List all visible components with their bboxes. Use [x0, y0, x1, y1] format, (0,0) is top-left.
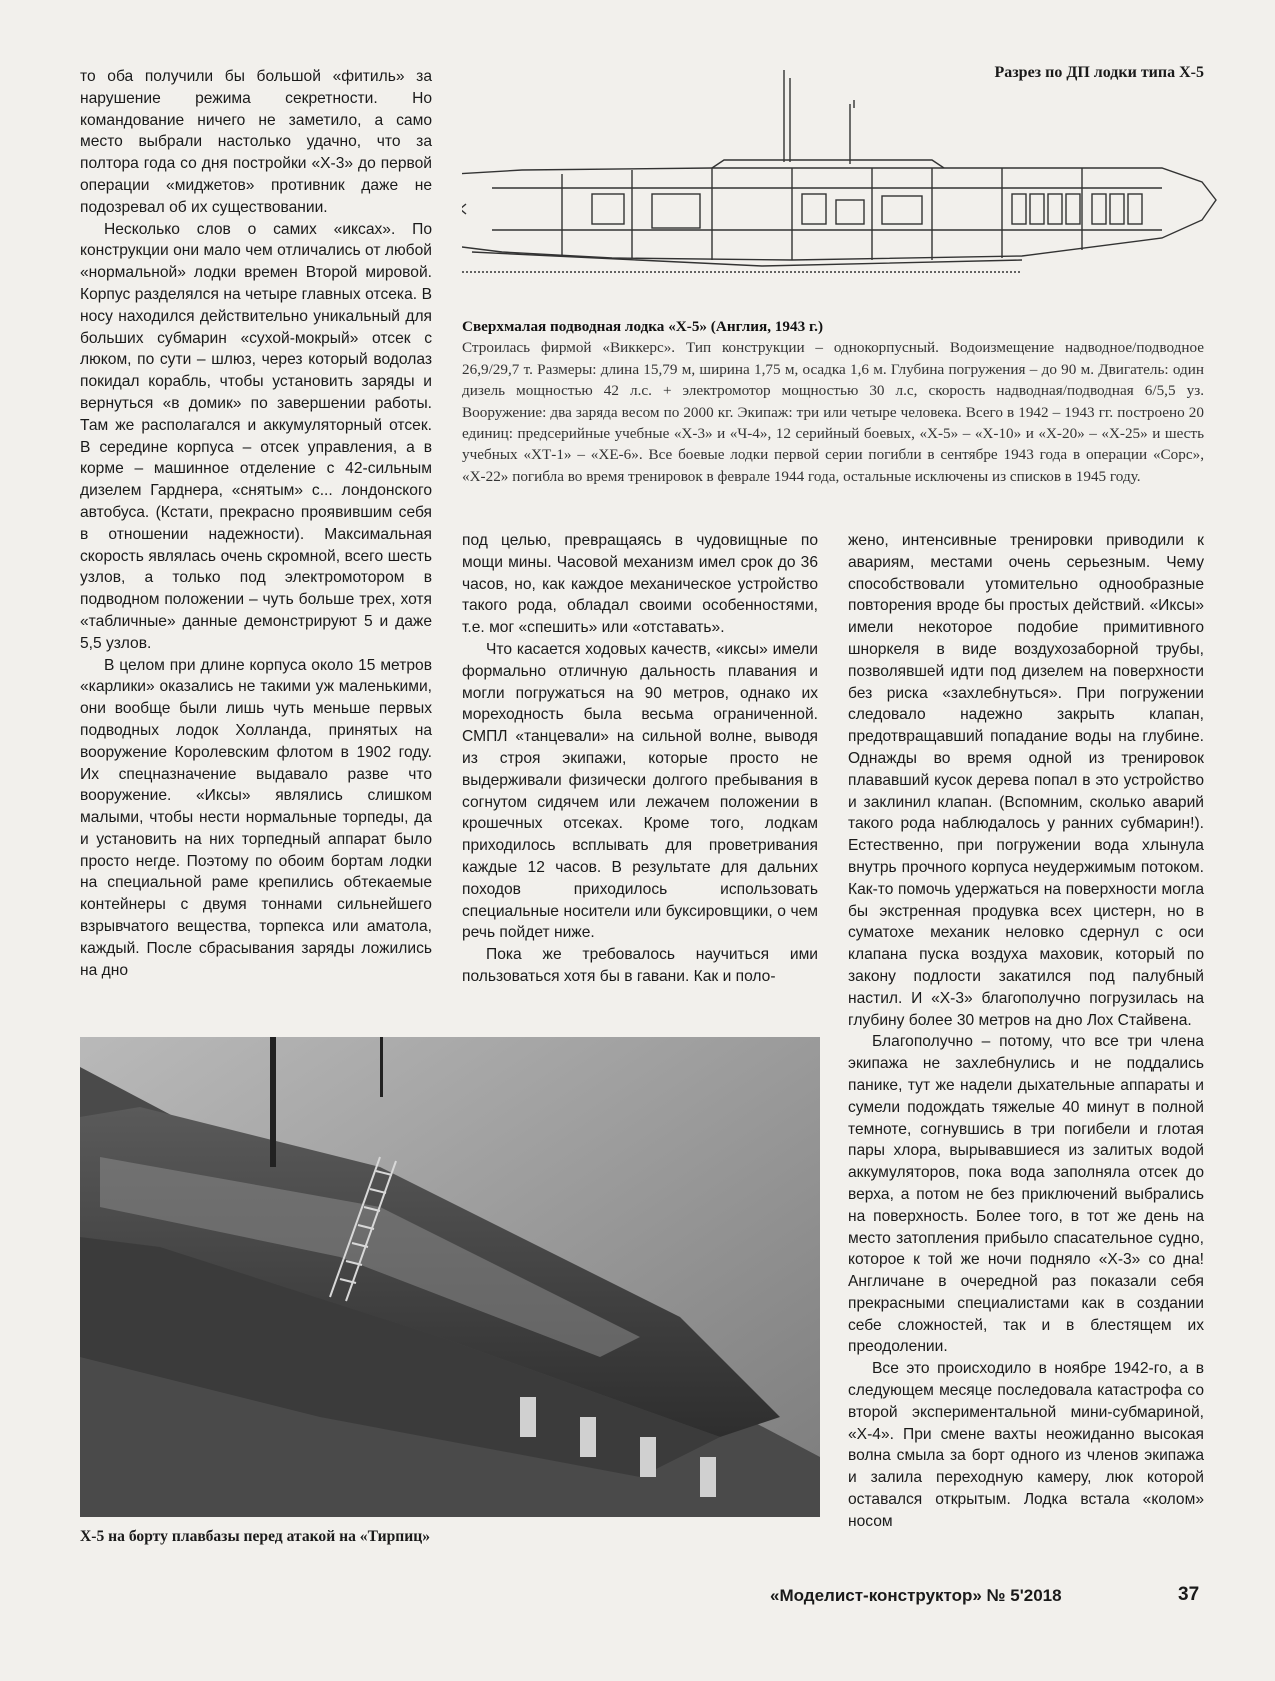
magazine-footer: «Моделист-конструктор» № 5'2018: [770, 1586, 1062, 1605]
diagram-title: Разрез по ДП лодки типа Х-5: [994, 64, 1204, 81]
paragraph: Пока же требовалось научиться ими пользоваться хотя бы в гавани. Как и поло-: [462, 946, 818, 985]
text-column-3: [848, 530, 1204, 1533]
paragraph: В целом при длине корпуса около 15 метров «карлики» оказались не такими уж маленькими, они вообще были лишь чуть меньше первых подводных лодок Холланда, принятых на вооружение Королевским флотом в 1902 году. Их спецназначение выдавало разве что вооружение. «Иксы» являлись слишком малыми, чтобы нести нормальные торпеды, да и установить на них торпедный аппарат было просто негде. Поэтому по обоим бортам лодки на специальной раме крепились обтекаемые контейнеры с двумя тоннами сильнейшего взрывчатого вещества, торпекса или аматола, каждый. После сбрасывания заряды ложились на дно: [80, 656, 432, 979]
diagram-caption: [462, 316, 1204, 487]
paragraph: под целью, превращаясь в чудовищные по мощи мины. Часовой механизм имел срок до 36 часов, но, как каждое механическое устройство такого рода, обладал своими особенностями, т.е. мог «спешить» или «отставать».: [462, 532, 818, 637]
paragraph: Несколько слов о самих «иксах». По конструкции они мало чем отличались от любой «нормальной» лодки времен Второй мировой. Корпус разделялся на четыре главных отсека. В носу находился действительно уникальный для больших субмарин «сухой-мокрый» отсек с люком, по сути – шлюз, через который водолаз покидал корабль, чтобы установить заряды и вернуться «в домик» по завершении работы. Там же располагался и аккумуляторный отсек. В середине корпуса – отсек управления, а в корме – машинное отделение с 42-сильным дизелем Гарднера, «снятым» с... лондонского автобуса. (Кстати, прекрасно проявившим себя в отношении надежности). Максимальная скорость являлась очень скромной, всего шесть узлов, а только под электромотором в подводном положении – чуть больше трех, хотя «табличные» данные демонстрируют 5 и даже 5,5 узлов.: [80, 220, 432, 652]
page-number: 37: [1178, 1584, 1200, 1605]
paragraph: жено, интенсивные тренировки приводили к авариям, местами очень серьезным. Чему способствовали утомительно однообразные повторения вроде бы простых действий. «Иксы» имели некоторое подобие примитивного шноркеля в виде воздухозаборной трубы, позволявшей идти под дизелем на поверхности без риска «захлебнуться». При погружении следовало надежно закрыть клапан, предотвращавший попадание воды на глубине. Однажды во время одной из тренировок плававший кусок дерева попал в это устройство и заклинил клапан. (Вспомним, сколько аварий такого рода наблюдалось у ранних субмарин!). Естественно, при погружении вода хлынула внутрь прочного корпуса неудержимым потоком. Как-то помочь удержаться на поверхности могла бы экстренная продувка всех цистерн, но в суматохе механик неловко сдернул с оси клапана пуска воздуха маховик, который по закону подлости закатился под палубный настил. И «Х-3» благополучно погрузилась на глубину более 30 метров на дно Лох Стайвена.: [848, 532, 1204, 1029]
submarine-section-diagram: [462, 70, 1222, 310]
caption-text: Строилась фирмой «Виккерс». Тип конструкции – однокорпусный. Водоизмещение надводное/подводное 26,9/29,7 т. Размеры: длина 15,79 м, ширина 1,75 м, осадка 1,6 м. Глубина погружения – до 90 м. Двигатель: один дизель мощностью 42 л.с. + электромотор мощностью 30 л.с, скорость надводная/подводная 6/5,5 уз. Вооружение: два заряда весом по 2000 кг. Экипаж: три или четыре человека. Всего в 1942 – 1943 гг. построено 20 единиц: предсерийные учебные «Х-3» и «Ч-4», 12 серийный боевых, «Х-5» – «Х-10» и «Х-20» – «Х-25» и шесть учебных «ХТ-1» – «ХЕ-6». Все боевые лодки первой серии погибли в сентябре 1943 года в операции «Сорс», «Х-22» погибла во время тренировок в феврале 1944 года, остальные исключены из списков в 1945 году.: [462, 339, 1204, 485]
text-column-2: [462, 530, 818, 988]
paragraph: Благополучно – потому, что все три члена экипажа не захлебнулись и не поддались панике, тут же надели дыхательные аппараты и сумели подождать тяжелые 40 минут в полной темноте, согнувшись в три погибели и глотая пары хлора, вырывавшиеся из залитых водой аккумуляторов, пока вода заполняла отсек до верха, а потом не без приключений выбрались на поверхность. Более того, в тот же день на место затопления прибыло спасательное судно, которое к той же ночи подняло «Х-3» со дна! Англичане в очередной раз показали себя прекрасными специалистами как в создании себе сложностей, так и в блестящем их преодолении.: [848, 1033, 1204, 1356]
paragraph: то оба получили бы большой «фитиль» за нарушение режима секретности. Но командование ничего не заметило, а само место выбрали настолько удачно, что за полтора года со дня постройки «Х-3» до первой операции «миджетов» противник даже не подозревал об их существовании.: [80, 68, 432, 216]
paragraph: Что касается ходовых качеств, «иксы» имели формально отличную дальность плавания и могли погружаться на 90 метров, однако их мореходность была весьма ограниченной. СМПЛ «танцевали» на сильной волне, выводя из строя экипажи, которые просто не выдерживали физически долгого пребывания в согнутом сидячем или лежачем положении в крошечных отсеках. Кроме того, лодкам приходилось всплывать для проветривания каждые 12 часов. В результате для дальних походов приходилось использовать специальные носители или буксировщики, о чем речь пойдет ниже.: [462, 640, 818, 942]
text-column-1: [80, 66, 432, 981]
caption-title: Сверхмалая подводная лодка «Х-5» (Англия, 1943 г.): [462, 318, 823, 335]
paragraph: Все это происходило в ноябре 1942-го, а в следующем месяце последовала катастрофа со второй экспериментальной мини-субмариной, «Х-4». При смене вахты неожиданно высокая волна смыла за борт одного из членов экипажа и залила переходную камеру, люк которой оставался открытым. Лодка встала «колом» носом: [848, 1360, 1204, 1530]
submarine-photo: [80, 1037, 820, 1517]
photo-caption: Х-5 на борту плавбазы перед атакой на «Тирпиц»: [80, 1528, 430, 1545]
